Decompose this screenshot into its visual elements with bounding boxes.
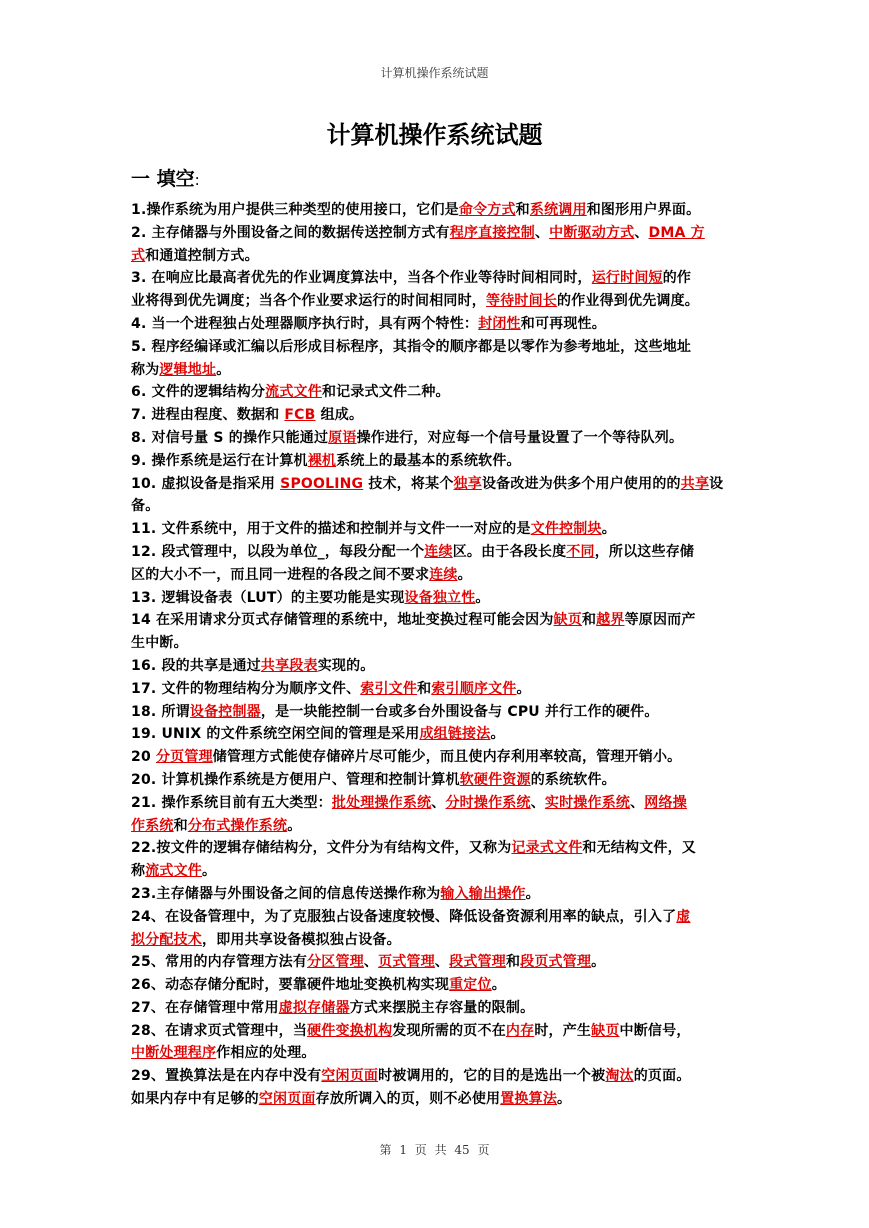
section-colon: : xyxy=(194,171,200,189)
question-text: 和通道控制方式。 xyxy=(145,247,259,264)
question-text: 和 xyxy=(173,817,188,834)
text-line xyxy=(131,929,738,952)
text-line xyxy=(131,336,738,359)
text-line xyxy=(131,267,738,290)
question-text: 称为 xyxy=(131,361,160,378)
question-text: 。 xyxy=(202,863,217,880)
answer-text: 段式管理 xyxy=(449,954,506,971)
question-text: 22.按文件的逻辑存储结构分，文件分为有结构文件，又称为 xyxy=(131,840,512,857)
question-text: 。 xyxy=(525,885,540,902)
answer-text: 索引顺序文件 xyxy=(431,680,517,697)
question-text: 9. 操作系统是运行在计算机 xyxy=(131,452,308,469)
page-footer: 第 1 页 共 45 页 xyxy=(379,1143,490,1157)
answer-text: 分页管理 xyxy=(155,749,213,766)
question-text: 13. 逻辑设备表（LUT）的主要功能是实现 xyxy=(131,589,405,606)
question-text: 发现所需的页不在 xyxy=(392,1022,506,1039)
text-line xyxy=(131,587,738,610)
document-title: 计算机操作系统试题 xyxy=(326,121,543,149)
text-line xyxy=(131,381,738,404)
question-text: 称 xyxy=(131,863,146,880)
text-line xyxy=(131,609,738,632)
question-text: 的系统软件。 xyxy=(530,771,616,788)
question-text: 如果内存中有足够的 xyxy=(131,1091,259,1108)
answer-text: 网络操 xyxy=(644,794,687,811)
text-line xyxy=(131,222,738,245)
question-list xyxy=(131,199,738,1111)
answer-text: 页式管理 xyxy=(378,954,435,971)
question-text: 等原因而产 xyxy=(624,612,696,629)
question-text: 21. 操作系统目前有五大类型： xyxy=(131,794,332,811)
question-text: 生中断。 xyxy=(131,635,188,652)
question-text: 、 xyxy=(534,224,550,241)
text-line xyxy=(131,473,738,496)
answer-text: 淘汰 xyxy=(605,1068,634,1085)
question-text: 区的大小不一，而且同一进程的各段之间不要求 xyxy=(131,566,430,583)
question-text: 。 xyxy=(591,954,606,971)
section-title: 填空 xyxy=(156,168,195,190)
answer-text: 空闲页面 xyxy=(258,1091,316,1108)
question-text: 设备改进为供多个用户使用的的 xyxy=(481,475,681,492)
text-line xyxy=(131,359,738,382)
text-line xyxy=(131,746,738,769)
answer-text: 段页式管理 xyxy=(520,954,592,971)
question-text: 17. 文件的物理结构分为顺序文件、 xyxy=(131,680,361,697)
question-text: 。 xyxy=(516,680,531,697)
text-line xyxy=(131,997,738,1020)
question-text: 、 xyxy=(363,954,379,971)
question-text: 和记录式文件二种。 xyxy=(321,384,450,401)
question-text: 。 xyxy=(216,361,231,378)
text-line xyxy=(131,564,738,587)
question-text: 和 xyxy=(515,202,530,218)
question-text: 中断信号， xyxy=(619,1022,691,1039)
question-text: 和 xyxy=(581,612,597,629)
question-text: 27、在存储管理中常用 xyxy=(131,999,279,1016)
answer-text: 流式文件 xyxy=(145,863,203,880)
question-text: 时，产生 xyxy=(534,1022,592,1039)
answer-text: 输入输出操作 xyxy=(440,885,526,902)
text-line xyxy=(131,427,738,450)
question-text: 、 xyxy=(434,954,450,971)
text-line xyxy=(131,723,738,746)
answer-text: 裸机 xyxy=(307,452,337,469)
answer-text: 内存 xyxy=(505,1022,535,1039)
answer-text: 运行时间短 xyxy=(591,270,663,287)
question-text: 28、在请求页式管理中，当 xyxy=(131,1022,308,1039)
question-text: 备。 xyxy=(131,498,160,515)
question-text: 12. 段式管理中，以段为单位_，每段分配一个 xyxy=(131,543,425,560)
answer-text: 越界 xyxy=(596,612,625,629)
answer-text: 虚 xyxy=(676,908,691,925)
question-text: ，即用共享设备模拟独占设备。 xyxy=(202,931,401,948)
question-text: 存放所调入的页，则不必使用 xyxy=(315,1091,501,1108)
text-line xyxy=(131,792,738,815)
question-text: 。 xyxy=(457,566,472,583)
answer-text: 不同 xyxy=(566,543,595,560)
text-line xyxy=(131,632,738,655)
answer-text: 成组链接法 xyxy=(419,726,491,743)
question-text: 实现的。 xyxy=(317,657,375,674)
text-line xyxy=(131,769,738,792)
text-line xyxy=(131,541,738,564)
question-text: 技术，将某个 xyxy=(363,475,454,492)
question-text: 25、常用的内存管理方法有 xyxy=(131,954,308,971)
question-text: 6. 文件的逻辑结构分 xyxy=(131,384,266,401)
page-header: 计算机操作系统试题 xyxy=(380,66,489,80)
question-text: 19. UNIX 的文件系统空闲空间的管理是采用 xyxy=(131,726,420,743)
text-line xyxy=(131,951,738,974)
question-text: 区。由于各段长度 xyxy=(452,543,567,560)
text-line xyxy=(131,290,738,313)
question-text: 。 xyxy=(287,817,302,834)
question-text: 、 xyxy=(530,794,545,811)
text-line xyxy=(131,313,738,336)
question-text: 16. 段的共享是通过 xyxy=(131,657,261,674)
answer-text: 式 xyxy=(131,247,146,264)
question-text: 。 xyxy=(491,977,506,994)
question-text: 的页面。 xyxy=(633,1068,691,1085)
answer-text: 等待时间长 xyxy=(486,293,557,310)
text-line xyxy=(131,404,738,427)
question-text: 作相应的处理。 xyxy=(216,1045,316,1062)
answer-text: SPOOLING xyxy=(280,475,364,492)
question-text: 、 xyxy=(634,224,649,241)
answer-text: 共享段表 xyxy=(260,657,318,674)
answer-text: 作系统 xyxy=(131,817,174,834)
answer-text: 原语 xyxy=(328,429,357,446)
question-text: 1.操作系统为用户提供三种类型的使用接口，它们是 xyxy=(131,202,459,218)
answer-text: 分时操作系统 xyxy=(445,794,531,811)
question-text: 操作进行，对应每一个信号量设置了一个等待队列。 xyxy=(356,429,684,446)
answer-text: 文件控制块 xyxy=(530,521,602,538)
question-text: 20 xyxy=(131,749,156,766)
text-line xyxy=(131,199,738,222)
text-line xyxy=(131,860,738,883)
question-text: 8. 对信号量 S 的操作只能通过 xyxy=(131,429,329,446)
question-text: 和 xyxy=(505,954,521,971)
question-text: 、 xyxy=(630,794,645,811)
question-text: 和可再现性。 xyxy=(520,315,606,332)
question-text: 3. 在响应比最高者优先的作业调度算法中，当各个作业等待时间相同时， xyxy=(131,270,592,287)
question-text: 和 xyxy=(417,680,432,697)
answer-text: 程序直接控制 xyxy=(449,224,535,241)
question-text: 。 xyxy=(601,521,616,538)
question-text: 。 xyxy=(475,589,490,606)
text-line xyxy=(131,678,738,701)
text-line xyxy=(131,815,738,838)
answer-text: 封闭性 xyxy=(478,315,521,332)
answer-text: 中断处理程序 xyxy=(131,1045,217,1062)
text-line xyxy=(131,518,738,541)
answer-text: 分布式操作系统 xyxy=(187,817,288,834)
answer-text: 虚拟存储器 xyxy=(278,999,350,1016)
question-text: 系统上的最基本的系统软件。 xyxy=(336,452,521,469)
text-line xyxy=(131,906,738,929)
answer-text: 软硬件资源 xyxy=(459,771,531,788)
text-line xyxy=(131,837,738,860)
question-text: 设 xyxy=(709,475,724,492)
question-text: 方式来摆脱主存容量的限制。 xyxy=(349,999,535,1016)
question-text: 和图形用户界面。 xyxy=(586,202,701,218)
question-text: 组成。 xyxy=(315,407,364,424)
answer-text: 索引文件 xyxy=(360,680,418,697)
section-heading xyxy=(131,164,200,191)
text-line xyxy=(131,245,738,268)
question-text: 4. 当一个进程独占处理器顺序执行时，具有两个特性： xyxy=(131,315,479,332)
text-line xyxy=(131,1020,738,1043)
answer-text: 命令方式 xyxy=(458,202,516,218)
question-text: 。 xyxy=(490,726,505,743)
section-number: 一 xyxy=(131,168,151,190)
question-text: 20. 计算机操作系统是方便用户、管理和控制计算机 xyxy=(131,771,460,788)
answer-text: 记录式文件 xyxy=(511,840,583,857)
text-line xyxy=(131,655,738,678)
question-text: 的作 xyxy=(662,270,692,287)
answer-text: 重定位 xyxy=(449,977,492,994)
answer-text: 连续 xyxy=(429,566,458,583)
question-text: 11. 文件系统中，用于文件的描述和控制并与文件一一对应的是 xyxy=(131,521,531,538)
answer-text: 批处理操作系统 xyxy=(331,794,432,811)
question-text: ，所以这些存储 xyxy=(594,543,695,560)
answer-text: DMA 方 xyxy=(648,224,705,241)
text-line xyxy=(131,974,738,997)
answer-text: 置换算法 xyxy=(500,1091,558,1108)
answer-text: 实时操作系统 xyxy=(544,794,631,811)
question-text: 24、在设备管理中，为了克服独占设备速度较慢、降低设备资源利用率的缺点，引入了 xyxy=(131,908,677,925)
question-text: 7. 进程由程度、数据和 xyxy=(131,407,285,424)
question-text: 14 在采用请求分页式存储管理的系统中，地址变换过程可能会因为 xyxy=(131,612,554,629)
question-text: 、 xyxy=(431,794,446,811)
question-text: 26、动态存储分配时，要靠硬件地址变换机构实现 xyxy=(131,977,450,994)
question-text: ，是一块能控制一台或多台外围设备与 CPU 并行工作的硬件。 xyxy=(260,703,659,720)
text-line xyxy=(131,1042,738,1065)
question-text: 2. 主存储器与外围设备之间的数据传送控制方式有 xyxy=(131,224,450,241)
question-text: 29、置换算法是在内存中没有 xyxy=(131,1068,322,1085)
question-text: 。 xyxy=(557,1091,572,1108)
text-line xyxy=(131,495,738,518)
answer-text: 缺页 xyxy=(553,612,582,629)
question-text: 的作业得到优先调度。 xyxy=(557,293,699,310)
answer-text: 中断驱动方式 xyxy=(549,224,635,241)
text-line xyxy=(131,1088,738,1111)
answer-text: 设备独立性 xyxy=(404,589,476,606)
text-line xyxy=(131,450,738,473)
question-text: 业将得到优先调度；当各个作业要求运行的时间相同时， xyxy=(131,293,486,310)
question-text: 5. 程序经编译或汇编以后形成目标程序，其指令的顺序都是以零作为参考地址，这些地址 xyxy=(131,338,692,355)
answer-text: FCB xyxy=(284,407,316,424)
answer-text: 独享 xyxy=(453,475,482,492)
question-text: 10. 虚拟设备是指采用 xyxy=(131,475,281,492)
question-text: 储管理方式能使存储碎片尽可能少，而且使内存利用率较高，管理开销小。 xyxy=(212,749,682,766)
answer-text: 系统调用 xyxy=(529,202,587,218)
question-text: 18. 所谓 xyxy=(131,703,190,720)
answer-text: 硬件变换机构 xyxy=(307,1022,393,1039)
answer-text: 空闲页面 xyxy=(321,1068,379,1085)
answer-text: 设备控制器 xyxy=(189,703,261,720)
answer-text: 拟分配技术 xyxy=(131,931,202,948)
question-text: 和无结构文件，又 xyxy=(582,840,697,857)
answer-text: 缺页 xyxy=(591,1022,620,1039)
answer-text: 共享 xyxy=(680,475,710,492)
text-line xyxy=(131,1065,738,1088)
answer-text: 连续 xyxy=(424,543,453,560)
text-line xyxy=(131,883,738,906)
answer-text: 逻辑地址 xyxy=(159,361,217,378)
question-text: 时被调用的，它的目的是选出一个被 xyxy=(378,1068,606,1085)
text-line xyxy=(131,701,738,724)
question-text: 23.主存储器与外围设备之间的信息传送操作称为 xyxy=(131,885,441,902)
answer-text: 分区管理 xyxy=(307,954,364,971)
answer-text: 流式文件 xyxy=(265,384,322,401)
